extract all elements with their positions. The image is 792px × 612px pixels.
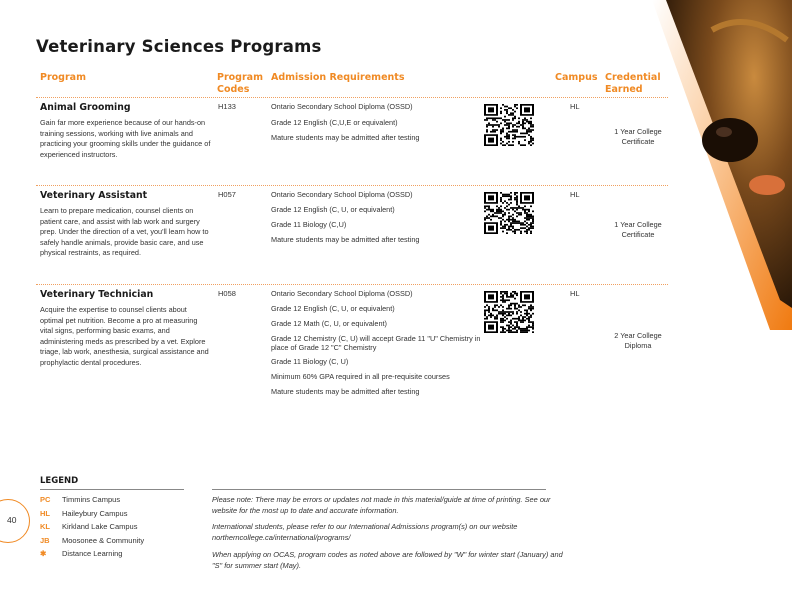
legend-label: Distance Learning	[62, 549, 123, 558]
credential-earned: 1 Year College Certificate	[614, 220, 662, 240]
program-name: Veterinary Assistant	[40, 190, 148, 201]
qr-code[interactable]	[484, 104, 534, 146]
program-name: Animal Grooming	[40, 102, 131, 113]
admission-requirement: Minimum 60% GPA required in all pre-requisite courses	[271, 372, 450, 381]
page-title: Veterinary Sciences Programs	[36, 37, 322, 56]
admission-requirement: Grade 11 Biology (C,U)	[271, 220, 347, 229]
campus-code: HL	[570, 190, 580, 199]
legend-label: Moosonee & Community	[62, 536, 145, 545]
row-divider	[36, 284, 668, 285]
program-description: Acquire the expertise to counsel clients about optimal pet nutrition. Become a pro at measuring vital signs, performing basic exams, and administering meds as prescribed by a vet. Explore triage, lab work, anesthesia, surgical assistance and prophylactic dental procedures.	[40, 305, 209, 367]
admission-requirement: Ontario Secondary School Diploma (OSSD)	[271, 190, 413, 199]
admission-requirement: Grade 12 English (C, U, or equivalent)	[271, 205, 395, 214]
qr-code[interactable]	[484, 192, 534, 234]
admission-requirement: Ontario Secondary School Diploma (OSSD)	[271, 102, 413, 111]
program-description: Gain far more experience because of our hands-on training sessions, working with live animals and practicing your grooming skills under the guidance of experienced instructors.	[40, 118, 211, 159]
notes-divider	[212, 489, 546, 490]
legend-label: Kirkland Lake Campus	[62, 522, 138, 531]
legend-abbr: JB	[40, 536, 50, 545]
admission-requirement: Mature students may be admitted after testing	[271, 235, 420, 244]
credential-earned: 2 Year College Diploma	[614, 331, 662, 351]
qr-code[interactable]	[484, 291, 534, 333]
credential-earned: 1 Year College Certificate	[614, 127, 662, 147]
legend-title: LEGEND	[40, 476, 79, 486]
legend-label: Haileybury Campus	[62, 509, 128, 518]
header-divider	[36, 97, 668, 98]
program-description: Learn to prepare medication, counsel clients on patient care, and assist with lab work and surgery prep. Under the direction of a vet, you'll learn how to safely handle animals, provide basic care, and use physical restraints, as required.	[40, 206, 209, 257]
program-code: H133	[218, 102, 236, 111]
legend-abbr: HL	[40, 509, 50, 518]
note-text: Please note: There may be errors or updates not made in this material/guide at time of printing. See our website for the most up to date and accurate information.	[212, 495, 551, 515]
program-code: H057	[218, 190, 236, 199]
legend-item	[40, 509, 127, 520]
admission-requirement: Mature students may be admitted after testing	[271, 133, 420, 142]
note-text: When applying on OCAS, program codes as noted above are followed by "W" for winter start (January) and "S" for summer start (May).	[212, 550, 563, 570]
header-credential: Credential Earned	[605, 72, 661, 95]
admission-requirement: Grade 11 Biology (C, U)	[271, 357, 349, 366]
legend-divider	[40, 489, 184, 490]
legend-item	[40, 549, 122, 560]
header-program: Program	[40, 72, 86, 83]
admission-requirement: Grade 12 English (C, U, or equivalent)	[271, 304, 395, 313]
admission-requirement: Grade 12 English (C,U,E or equivalent)	[271, 118, 398, 127]
admission-requirement: Grade 12 Chemistry (C, U) will accept Grade 11 "U" Chemistry in place of Grade 12 "C" Chemistry	[271, 334, 481, 353]
row-divider	[36, 185, 668, 186]
legend-item	[40, 522, 137, 533]
note-text: International students, please refer to our International Admissions program(s) on our website northerncollege.ca/international/programs/	[212, 522, 518, 542]
page-number: 40	[7, 515, 17, 525]
dog-photo	[652, 0, 792, 330]
legend-label: Timmins Campus	[62, 495, 121, 504]
admission-requirement: Grade 12 Math (C, U, or equivalent)	[271, 319, 387, 328]
admission-requirement: Mature students may be admitted after testing	[271, 387, 420, 396]
program-code: H058	[218, 289, 236, 298]
campus-code: HL	[570, 102, 580, 111]
program-name: Veterinary Technician	[40, 289, 154, 300]
admission-requirement: Ontario Secondary School Diploma (OSSD)	[271, 289, 413, 298]
legend-abbr: PC	[40, 495, 51, 504]
header-admission-requirements: Admission Requirements	[271, 72, 405, 83]
campus-code: HL	[570, 289, 580, 298]
legend-abbr: KL	[40, 522, 50, 531]
legend-item	[40, 495, 120, 506]
distance-learning-icon: ✱	[40, 549, 47, 558]
legend-item	[40, 536, 144, 547]
header-program-codes: Program Codes	[217, 72, 263, 95]
header-campus: Campus	[555, 72, 598, 83]
